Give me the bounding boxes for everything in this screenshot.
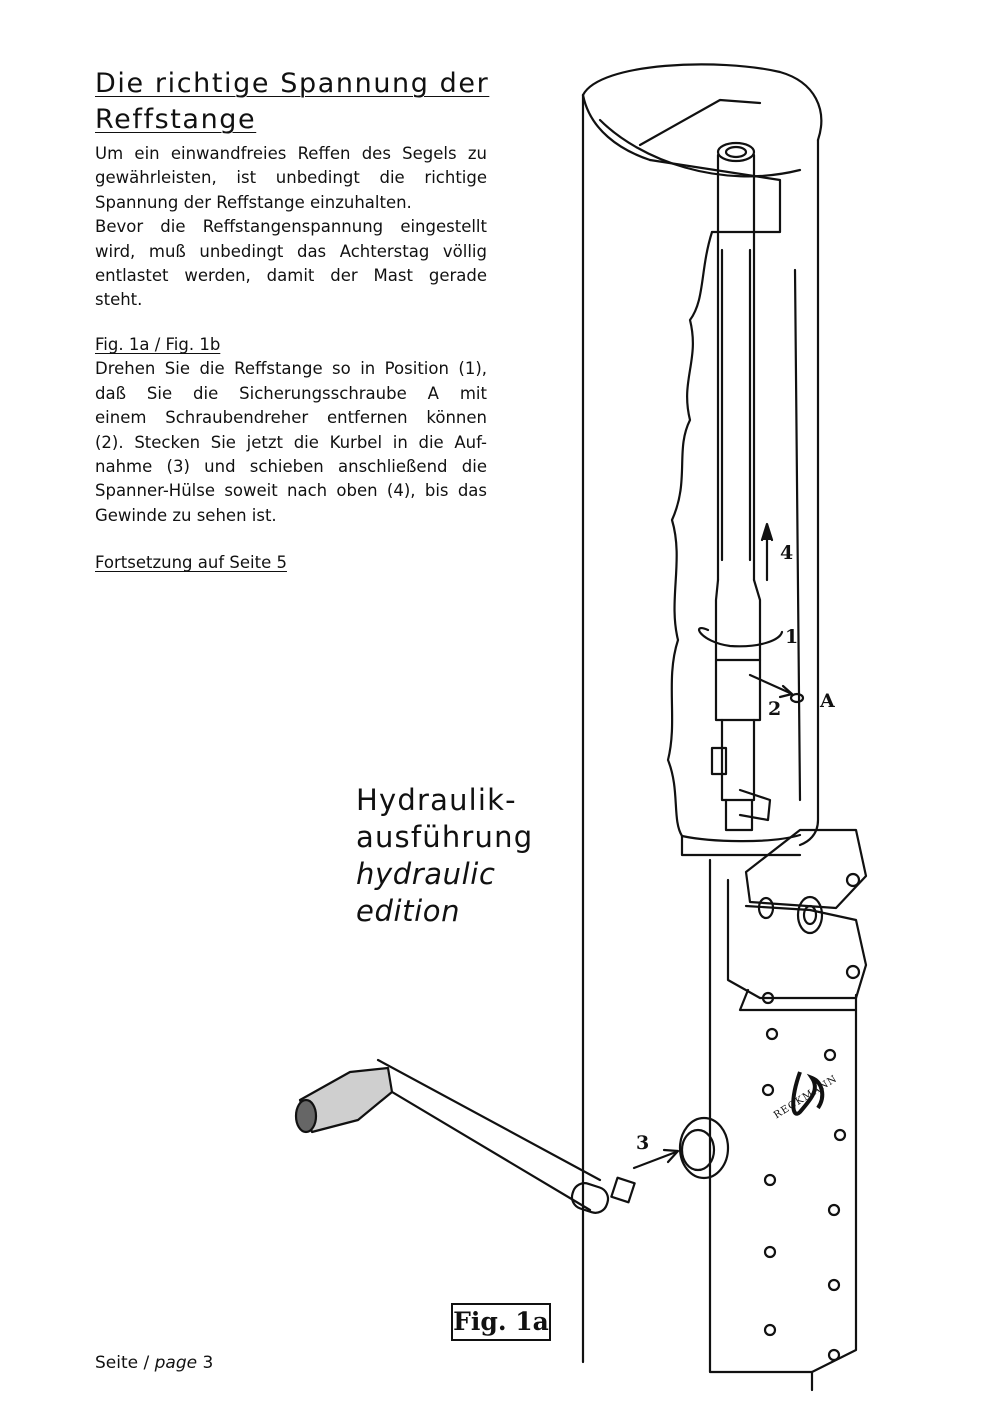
callout-1: 1 bbox=[785, 626, 799, 648]
intro-line: Um ein einwandfreies Reffen des Segels zu bbox=[95, 144, 487, 163]
footer-page-word: page bbox=[154, 1353, 198, 1373]
callout-2: 2 bbox=[768, 698, 782, 720]
mast-top-outline bbox=[583, 64, 821, 140]
callout-3: 3 bbox=[636, 1132, 650, 1154]
instruction-line: (2). Stecken Sie jetzt die Kurbel in die Auf- bbox=[95, 432, 487, 452]
instruction-line: Gewinde zu sehen ist. bbox=[95, 505, 277, 525]
page-footer bbox=[95, 1353, 213, 1373]
brand-name: RECKMANN bbox=[772, 1073, 840, 1122]
instruction-line: Spanner-Hülse soweit nach oben (4), bis das bbox=[95, 481, 487, 501]
intro-line: Bevor die Reffstangenspannung eingestellt bbox=[95, 217, 487, 237]
edition-caption bbox=[356, 782, 533, 930]
instruction-line: Drehen Sie die Reffstange so in Position (1), bbox=[95, 359, 487, 379]
instruction-line: daß Sie die Sicherungsschraube A mit bbox=[95, 383, 487, 403]
page-number: 3 bbox=[197, 1353, 214, 1373]
intro-line: gewährleisten, ist unbedingt die richtige bbox=[95, 168, 487, 188]
reef-rod bbox=[718, 155, 754, 580]
figure-label: Fig. 1a bbox=[451, 1303, 551, 1341]
edition-line-2: ausführung bbox=[356, 820, 534, 854]
fig-section-heading: Fig. 1a / Fig. 1b bbox=[95, 335, 221, 354]
continuation-link[interactable]: Fortsetzung auf Seite 5 bbox=[95, 553, 287, 572]
footer-prefix: Seite / bbox=[95, 1353, 155, 1373]
edition-line-1: Hydraulik- bbox=[356, 783, 517, 817]
intro-line: entlastet werden, damit der Mast gerade bbox=[95, 266, 487, 286]
page-title: Die richtige Spannung der Reffstange bbox=[95, 68, 490, 135]
instruction-line: nahme (3) und schieben anschließend die bbox=[95, 457, 487, 477]
callout-4: 4 bbox=[780, 542, 794, 564]
cutaway-edge bbox=[668, 232, 712, 836]
intro-line: Spannung der Reffstange einzuhalten. bbox=[95, 192, 412, 212]
crank-arm bbox=[372, 1060, 600, 1210]
edition-line-3: hydraulic bbox=[356, 857, 496, 891]
hydraulic-block bbox=[710, 860, 812, 1390]
intro-line: steht. bbox=[95, 290, 143, 310]
edition-line-4: edition bbox=[356, 894, 461, 928]
block-bolt-holes bbox=[763, 993, 845, 1360]
callout-a: A bbox=[820, 690, 835, 712]
instruction-line: einem Schraubendreher entfernen können bbox=[95, 408, 487, 428]
intro-line: wird, muß unbedingt das Achterstag völlig bbox=[95, 241, 487, 261]
